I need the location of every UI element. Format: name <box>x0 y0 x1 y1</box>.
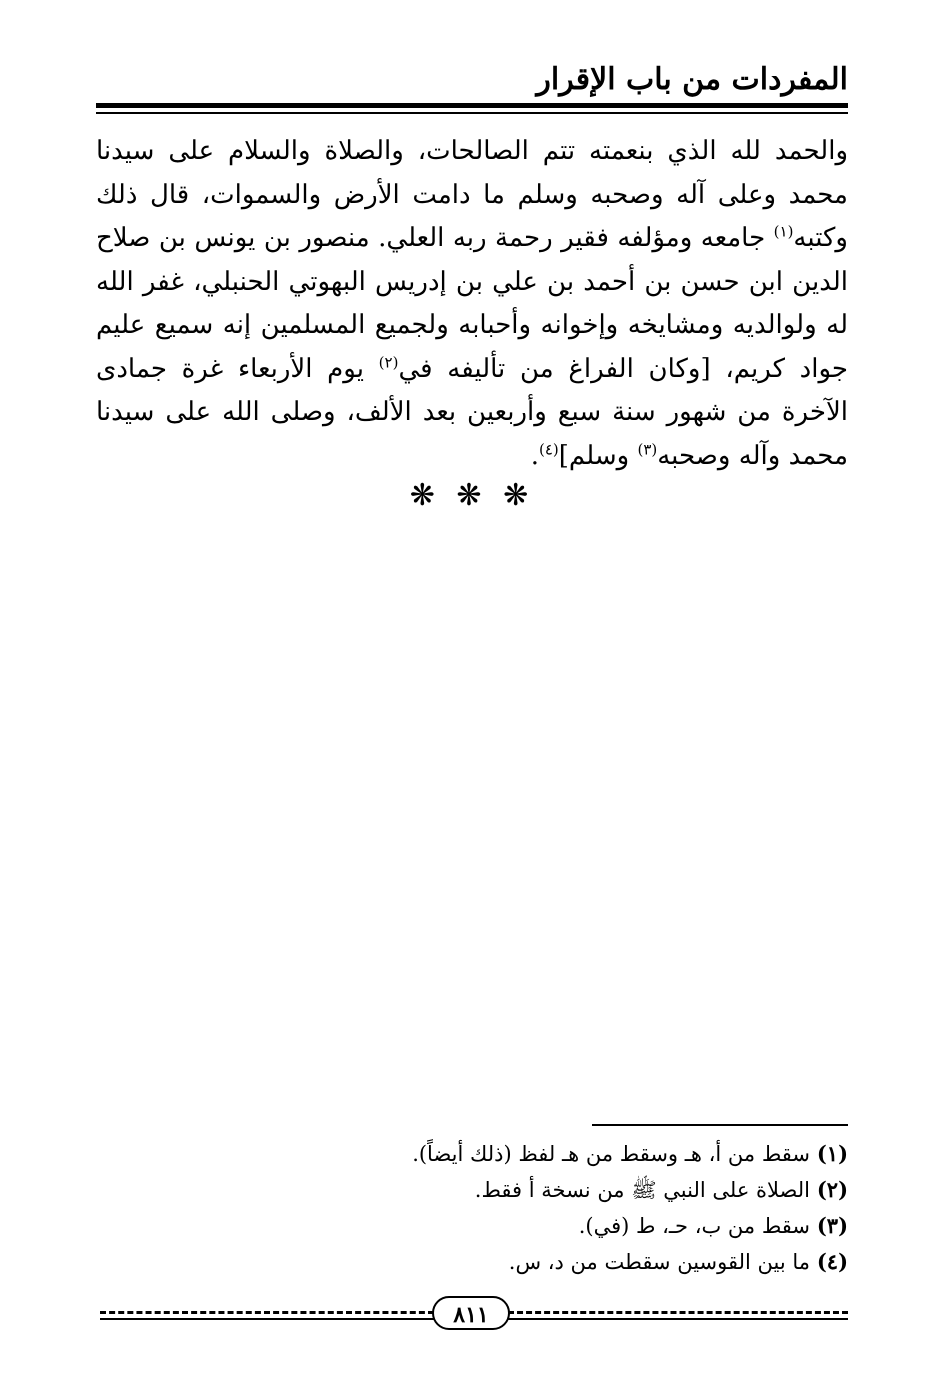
footnote-item <box>96 1172 848 1208</box>
section-separator-stars: ❋ ❋ ❋ <box>409 478 535 513</box>
main-paragraph <box>96 130 848 478</box>
footnote-number: (٣) <box>816 1213 848 1238</box>
footnote-number: (١) <box>816 1141 848 1166</box>
footnote-number: (٢) <box>816 1177 848 1202</box>
header-rule-thick <box>96 103 848 108</box>
footnote-ref-2[interactable]: (٢) <box>378 352 399 371</box>
footnote-item <box>96 1136 848 1172</box>
footnote-rule <box>592 1124 848 1126</box>
footer-solid-line-left <box>100 1318 434 1320</box>
footer-solid-line-right <box>508 1318 848 1320</box>
paragraph-text: جامعه ومؤلفه فقير رحمة ربه العلي. منصور بن يونس بن صلاح الدين ابن حسن بن أحمد بن علي بن إدريس البهوتي الحنبلي، غفر الله له ولوالديه ومشايخه وإخوانه وأحبابه ولجميع المسلمين إنه سميع عليم جواد كريم، [وكان الفراغ من تأليفه في <box>96 223 848 384</box>
footer-dashed-line-left <box>100 1311 434 1314</box>
footnote-text: ما بين القوسين سقطت من د، س. <box>508 1250 810 1274</box>
footnote-ref-1[interactable]: (١) <box>773 222 794 241</box>
paragraph-text: وسلم] <box>558 440 638 471</box>
paragraph-text: والحمد لله الذي بنعمته تتم الصالحات، والصلاة والسلام على سيدنا محمد وعلى آله وصحبه وسلم ما دامت الأرض والسموات، قال ذلك وكتبه <box>96 136 848 253</box>
footnote-ref-4[interactable]: (٤) <box>539 439 559 458</box>
footnote-text: الصلاة على النبي ﷺ من نسخة أ فقط. <box>474 1178 810 1202</box>
footnote-text: سقط من أ، هـ وسقط من هـ لفظ (ذلك أيضاً). <box>412 1142 810 1166</box>
header-rule-thin <box>96 112 848 114</box>
paragraph-text: . <box>530 440 539 471</box>
page-header-title: المفردات من باب الإقرار <box>536 62 848 97</box>
footer-dashed-line-right <box>508 1311 848 1314</box>
footnotes-list <box>96 1136 848 1280</box>
footnote-ref-3[interactable]: (٣) <box>637 439 658 458</box>
footnote-item <box>96 1208 848 1244</box>
page-number-badge: ٨١١ <box>432 1296 510 1330</box>
paragraph-text: يوم الأربعاء غرة جمادى الآخرة من شهور سنة سبع وأربعين بعد الألف، وصلى الله على سيدنا محمد وآله وصحبه <box>96 353 848 471</box>
footnote-text: سقط من ب، حـ، ط (في). <box>578 1214 810 1238</box>
footnote-item <box>96 1244 848 1280</box>
footnote-number: (٤) <box>816 1249 848 1274</box>
